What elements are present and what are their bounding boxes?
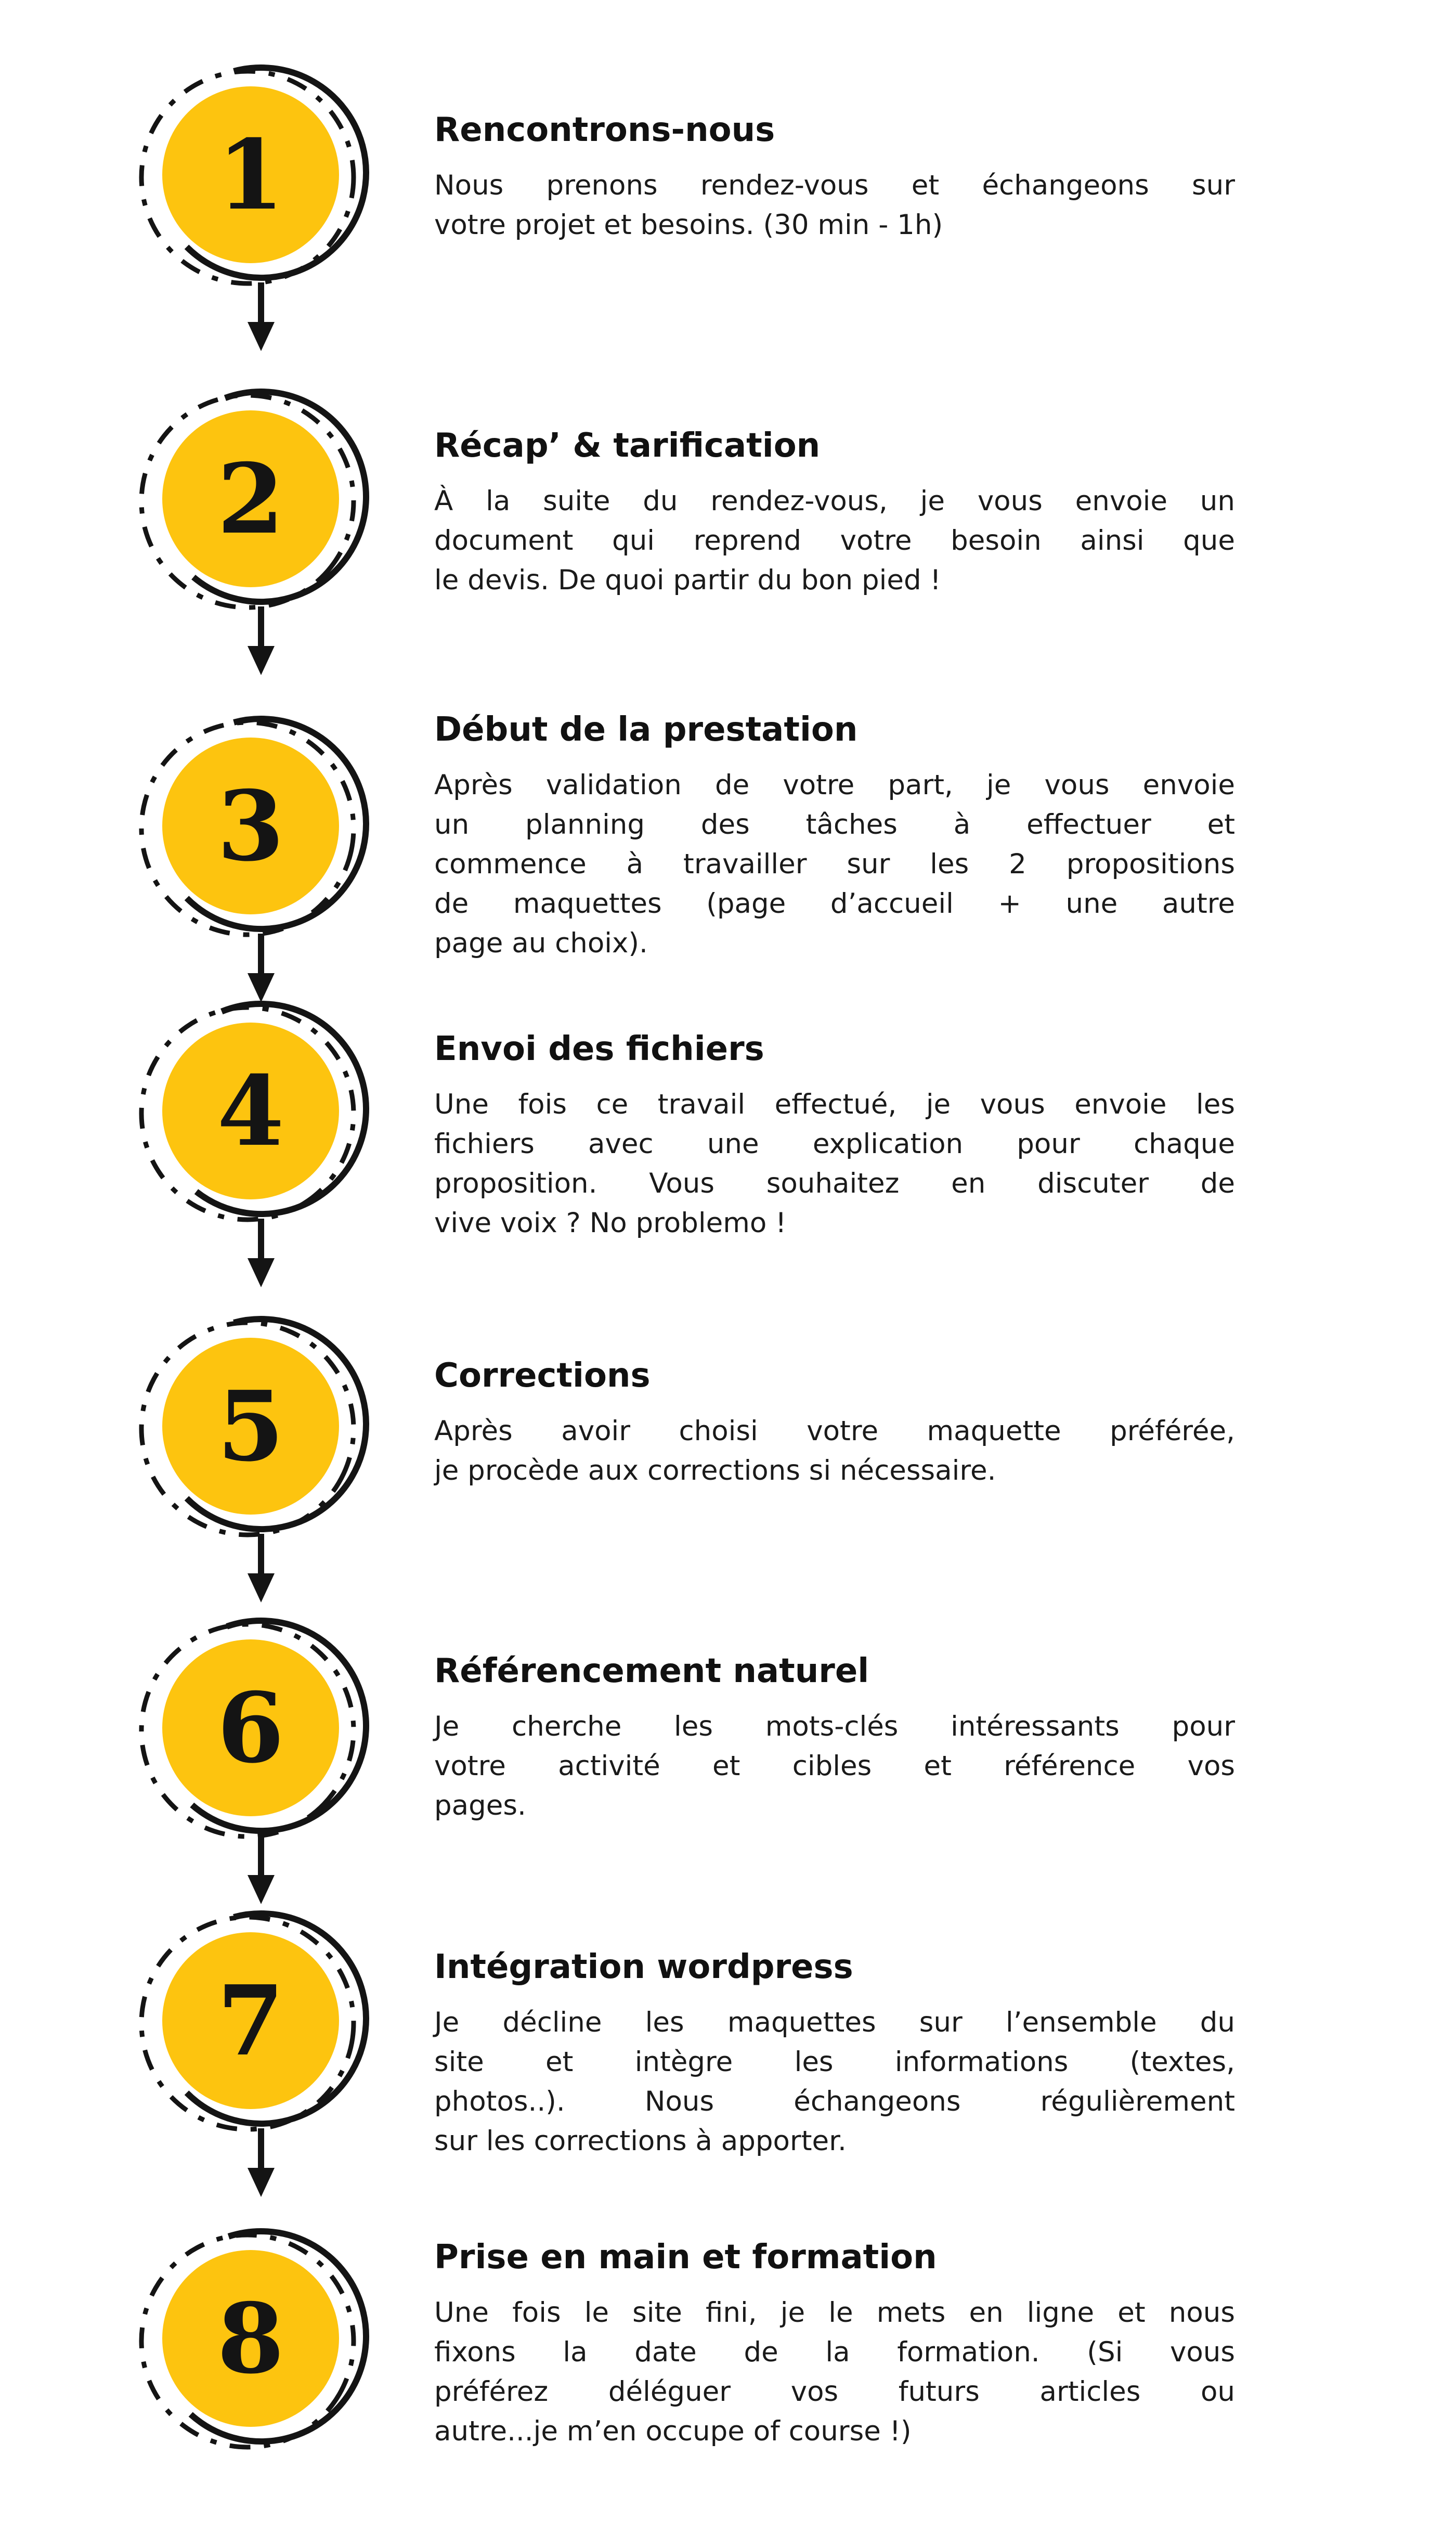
arrow-head <box>248 1573 275 1602</box>
arrow-stem <box>258 606 264 648</box>
arrow-head <box>248 646 275 675</box>
step-number: 4 <box>217 1054 284 1168</box>
body-line: pages. <box>434 1789 526 1821</box>
body-line: je procède aux corrections si nécessaire. <box>434 1454 996 1486</box>
arrow-down-icon <box>230 2128 292 2197</box>
body-line: À la suite du rendez-vous, je vous envoie un <box>434 485 1235 517</box>
body-line: commence à travailler sur les 2 propositions <box>434 848 1235 880</box>
step-description <box>434 1707 1235 1826</box>
step-description <box>434 2003 1235 2161</box>
body-line: document qui reprend votre besoin ainsi que <box>434 524 1235 557</box>
body-line: le devis. De quoi partir du bon pied ! <box>434 564 941 596</box>
body-line: vive voix ? No problemo ! <box>434 1207 787 1239</box>
step-text-3 <box>434 712 1235 963</box>
step-number: 8 <box>217 2282 284 2395</box>
step-badge-8 <box>135 2220 374 2459</box>
body-line: autre...je m’en occupe of course !) <box>434 2415 912 2447</box>
arrow-down-icon <box>230 606 292 675</box>
step-badge-7 <box>135 1902 374 2141</box>
step-badge-2 <box>135 380 374 619</box>
arrow-stem <box>258 1835 264 1877</box>
body-line: proposition. Vous souhaitez en discuter de <box>434 1167 1235 1199</box>
arrow-head <box>248 2168 275 2197</box>
arrow-down-icon <box>230 282 292 351</box>
arrow-stem <box>258 1219 264 1260</box>
body-line: page au choix). <box>434 927 648 959</box>
body-line: sur les corrections à apporter. <box>434 2125 847 2157</box>
step-description <box>434 166 1235 245</box>
step-number: 1 <box>217 118 284 231</box>
step-text-5 <box>434 1358 1235 1491</box>
body-line: un planning des tâches à effectuer et <box>434 808 1235 841</box>
body-line: votre projet et besoins. (30 min - 1h) <box>434 209 943 241</box>
body-line: Nous prenons rendez-vous et échangeons sur <box>434 169 1235 201</box>
step-text-6 <box>434 1653 1235 1826</box>
arrow-stem <box>258 282 264 324</box>
body-line: de maquettes (page d’accueil + une autre <box>434 887 1235 920</box>
step-description <box>434 482 1235 600</box>
step-number: 6 <box>217 1671 284 1785</box>
step-title: Corrections <box>434 1356 651 1395</box>
step-text-1 <box>434 112 1235 245</box>
body-line: fixons la date de la formation. (Si vous <box>434 2336 1235 2368</box>
arrow-down-icon <box>230 1835 292 1904</box>
arrow-head <box>248 322 275 351</box>
arrow-stem <box>258 1534 264 1575</box>
arrow-head <box>248 1258 275 1287</box>
body-line: Je décline les maquettes sur l’ensemble du <box>434 2006 1235 2038</box>
step-title: Rencontrons-nous <box>434 111 775 149</box>
step-badge-3 <box>135 707 374 947</box>
step-badge-6 <box>135 1609 374 1848</box>
step-title: Référencement naturel <box>434 1652 869 1690</box>
body-line: Une fois le site fini, je le mets en ligne et nous <box>434 2296 1235 2329</box>
step-badge-5 <box>135 1308 374 1547</box>
body-line: Après validation de votre part, je vous envoie <box>434 769 1235 801</box>
step-number: 5 <box>217 1369 284 1483</box>
step-description <box>434 2293 1235 2451</box>
step-title: Début de la prestation <box>434 710 858 749</box>
step-badge-1 <box>135 56 374 295</box>
step-number: 3 <box>217 769 284 883</box>
step-title: Intégration wordpress <box>434 1948 853 1986</box>
arrow-stem <box>258 2128 264 2170</box>
body-line: fichiers avec une explication pour chaque <box>434 1128 1235 1160</box>
step-description <box>434 1085 1235 1243</box>
step-text-8 <box>434 2239 1235 2451</box>
step-description <box>434 766 1235 963</box>
body-line: préférez déléguer vos futurs articles ou <box>434 2375 1235 2408</box>
step-text-2 <box>434 428 1235 600</box>
arrow-head <box>248 1875 275 1904</box>
step-number: 2 <box>217 442 284 555</box>
body-line: Après avoir choisi votre maquette préférée, <box>434 1415 1235 1447</box>
step-badge-4 <box>135 992 374 1232</box>
step-text-4 <box>434 1031 1235 1243</box>
arrow-down-icon <box>230 1219 292 1287</box>
step-title: Prise en main et formation <box>434 2238 937 2277</box>
arrow-down-icon <box>230 1534 292 1602</box>
body-line: votre activité et cibles et référence vos <box>434 1750 1235 1782</box>
step-text-7 <box>434 1949 1235 2161</box>
step-title: Récap’ & tarification <box>434 426 821 465</box>
step-title: Envoi des fichiers <box>434 1030 764 1068</box>
arrow-stem <box>258 934 264 975</box>
step-description <box>434 1412 1235 1491</box>
body-line: Je cherche les mots-clés intéressants pour <box>434 1710 1235 1742</box>
step-number: 7 <box>217 1964 284 2077</box>
body-line: Une fois ce travail effectué, je vous envoie les <box>434 1088 1235 1120</box>
body-line: site et intègre les informations (textes, <box>434 2046 1235 2078</box>
body-line: photos..). Nous échangeons régulièrement <box>434 2085 1235 2117</box>
